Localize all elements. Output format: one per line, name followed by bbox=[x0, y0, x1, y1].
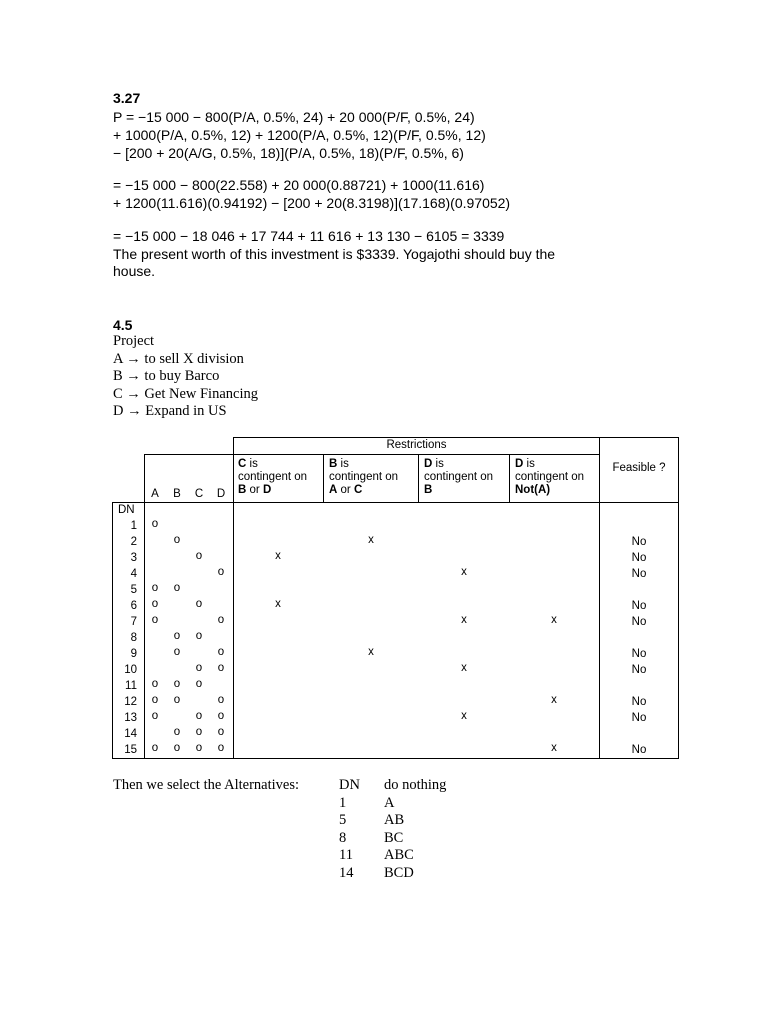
equation-line: − [200 + 20(A/G, 0.5%, 18)](P/A, 0.5%, 18)(P/F, 0.5%, 6) bbox=[113, 145, 464, 161]
project-desc: to buy Barco bbox=[144, 368, 220, 384]
restriction-header: C is contingent on B or D bbox=[238, 458, 308, 496]
row-number: 10 bbox=[124, 664, 137, 676]
alternative-number: 11 bbox=[339, 847, 353, 863]
row-number: 7 bbox=[130, 616, 137, 628]
violation-mark: x bbox=[551, 694, 557, 706]
selection-mark: o bbox=[217, 694, 225, 706]
alternative-number: 14 bbox=[339, 864, 354, 881]
selected-alternative bbox=[339, 830, 446, 848]
project-label: Project bbox=[113, 333, 155, 349]
violation-mark: x bbox=[368, 534, 374, 546]
selection-mark: o bbox=[173, 582, 181, 594]
table-border bbox=[112, 502, 679, 503]
project-desc: Get New Financing bbox=[144, 385, 258, 402]
conclusion-line: The present worth of this investment is $3339. Yogajothi should buy the bbox=[113, 246, 556, 262]
feasible-value: No bbox=[631, 712, 647, 724]
restrictions-header: Restrictions bbox=[386, 439, 447, 451]
row-number: 6 bbox=[130, 600, 137, 612]
violation-mark: x bbox=[551, 614, 557, 626]
violation-mark: x bbox=[275, 598, 281, 610]
equation-line: P = −15 000 − 800(P/A, 0.5%, 24) + 20 000(P/F, 0.5%, 24) bbox=[113, 109, 475, 125]
alternative-desc: do nothing bbox=[384, 777, 447, 793]
arrow-icon: → bbox=[126, 385, 141, 402]
alternative-number: DN bbox=[339, 777, 360, 793]
alternative-desc: BCD bbox=[384, 864, 414, 881]
selection-mark: o bbox=[217, 614, 225, 626]
col-header-d: D bbox=[216, 488, 226, 500]
arrow-icon: → bbox=[126, 368, 141, 384]
row-number: 13 bbox=[124, 712, 137, 724]
selected-alternatives-list bbox=[339, 777, 446, 882]
row-number: 11 bbox=[125, 680, 137, 692]
problem-327-heading: 3.27 bbox=[113, 90, 141, 106]
selection-mark: o bbox=[173, 630, 181, 642]
table-border bbox=[599, 437, 600, 759]
selection-mark: o bbox=[151, 678, 159, 690]
feasible-value: No bbox=[631, 552, 647, 564]
feasible-value: No bbox=[631, 744, 647, 756]
equation-line: = −15 000 − 800(22.558) + 20 000(0.88721) + 1000(11.616) bbox=[113, 177, 485, 193]
project-letter: A bbox=[113, 350, 123, 367]
restriction-header: D is contingent on Not(A) bbox=[515, 458, 585, 496]
selection-mark: o bbox=[173, 694, 181, 706]
alternative-desc: BC bbox=[384, 829, 404, 846]
row-number: 14 bbox=[124, 728, 137, 740]
selection-mark: o bbox=[195, 742, 203, 754]
project-letter: C bbox=[113, 385, 123, 402]
row-number: 2 bbox=[130, 536, 137, 548]
feasible-value: No bbox=[631, 536, 647, 548]
dn-header: DN bbox=[118, 504, 135, 516]
violation-mark: x bbox=[275, 550, 281, 562]
selected-alternative bbox=[339, 847, 446, 865]
selection-mark: o bbox=[173, 742, 181, 754]
alternative-number: 8 bbox=[339, 829, 347, 846]
selection-mark: o bbox=[173, 678, 181, 690]
selection-mark: o bbox=[151, 614, 159, 626]
selection-mark: o bbox=[195, 550, 203, 562]
row-number: 5 bbox=[130, 584, 137, 596]
selection-mark: o bbox=[151, 518, 159, 530]
violation-mark: x bbox=[551, 742, 557, 754]
feasible-value: No bbox=[631, 664, 647, 676]
violation-mark: x bbox=[461, 614, 467, 626]
restriction-header: B is contingent on A or C bbox=[329, 458, 399, 496]
project-letter: D bbox=[113, 403, 124, 419]
table-border bbox=[144, 502, 145, 759]
selection-mark: o bbox=[151, 598, 159, 610]
col-header-b: B bbox=[173, 488, 181, 500]
equation-line: + 1200(11.616)(0.94192) − [200 + 20(8.3198)](17.168)(0.97052) bbox=[113, 195, 511, 211]
project-letter: B bbox=[113, 368, 123, 384]
selection-mark: o bbox=[173, 534, 181, 546]
row-number: 4 bbox=[130, 568, 137, 580]
alternative-desc: A bbox=[384, 794, 395, 811]
selection-mark: o bbox=[195, 726, 203, 738]
selection-mark: o bbox=[195, 678, 203, 690]
selected-alternative bbox=[339, 812, 446, 830]
selected-alternative bbox=[339, 795, 446, 813]
table-border bbox=[144, 454, 145, 502]
violation-mark: x bbox=[368, 646, 374, 658]
row-number: 8 bbox=[130, 632, 137, 644]
arrow-icon: → bbox=[126, 350, 141, 367]
violation-mark: x bbox=[461, 566, 467, 578]
selection-mark: o bbox=[151, 694, 159, 706]
violation-mark: x bbox=[461, 662, 467, 674]
violation-mark: x bbox=[461, 710, 467, 722]
restriction-header: D is contingent on B bbox=[424, 458, 494, 496]
row-number: 12 bbox=[124, 696, 137, 708]
selection-mark: o bbox=[195, 710, 203, 722]
table-border bbox=[144, 454, 600, 455]
alternative-number: 5 bbox=[339, 812, 347, 828]
feasible-value: No bbox=[631, 696, 647, 708]
project-desc: Expand in US bbox=[145, 403, 227, 419]
selection-mark: o bbox=[195, 598, 203, 610]
selection-mark: o bbox=[217, 710, 225, 722]
table-border bbox=[323, 454, 324, 502]
table-border bbox=[233, 437, 679, 438]
selection-mark: o bbox=[217, 726, 225, 738]
table-border bbox=[678, 437, 679, 759]
table-border bbox=[509, 454, 510, 502]
alternative-number: 1 bbox=[339, 794, 347, 811]
project-desc: to sell X division bbox=[144, 350, 244, 367]
selection-mark: o bbox=[151, 710, 159, 722]
row-number: 15 bbox=[124, 744, 137, 756]
selection-mark: o bbox=[217, 662, 225, 674]
selection-mark: o bbox=[195, 662, 203, 674]
selection-mark: o bbox=[173, 726, 181, 738]
selection-mark: o bbox=[195, 630, 203, 642]
problem-45-heading: 4.5 bbox=[113, 317, 133, 333]
arrow-icon: → bbox=[127, 403, 142, 419]
selection-mark: o bbox=[217, 646, 225, 658]
alternative-desc: ABC bbox=[384, 847, 414, 863]
selection-mark: o bbox=[217, 742, 225, 754]
selection-mark: o bbox=[151, 742, 159, 754]
feasible-value: No bbox=[631, 600, 647, 612]
col-header-c: C bbox=[194, 488, 204, 500]
feasible-header: Feasible ? bbox=[612, 462, 666, 474]
table-border bbox=[418, 454, 419, 502]
selected-alternative bbox=[339, 777, 446, 795]
alternative-desc: AB bbox=[384, 812, 405, 828]
selection-mark: o bbox=[173, 646, 181, 658]
equation-line: = −15 000 − 18 046 + 17 744 + 11 616 + 13 130 − 6105 = 3339 bbox=[113, 228, 505, 244]
equation-line: + 1000(P/A, 0.5%, 12) + 1200(P/A, 0.5%, 12)(P/F, 0.5%, 12) bbox=[113, 127, 486, 143]
row-number: 3 bbox=[130, 552, 137, 564]
selected-alternative bbox=[339, 865, 446, 883]
table-border bbox=[112, 758, 679, 759]
feasible-value: No bbox=[631, 616, 647, 628]
selection-intro: Then we select the Alternatives: bbox=[113, 777, 300, 793]
conclusion-line: house. bbox=[113, 263, 156, 279]
table-border bbox=[233, 437, 234, 759]
feasible-value: No bbox=[631, 648, 647, 660]
feasible-value: No bbox=[631, 568, 647, 580]
row-number: 9 bbox=[130, 648, 137, 660]
selection-mark: o bbox=[151, 582, 159, 594]
selection-mark: o bbox=[217, 566, 225, 578]
col-header-a: A bbox=[151, 488, 159, 500]
row-number: 1 bbox=[130, 520, 137, 532]
